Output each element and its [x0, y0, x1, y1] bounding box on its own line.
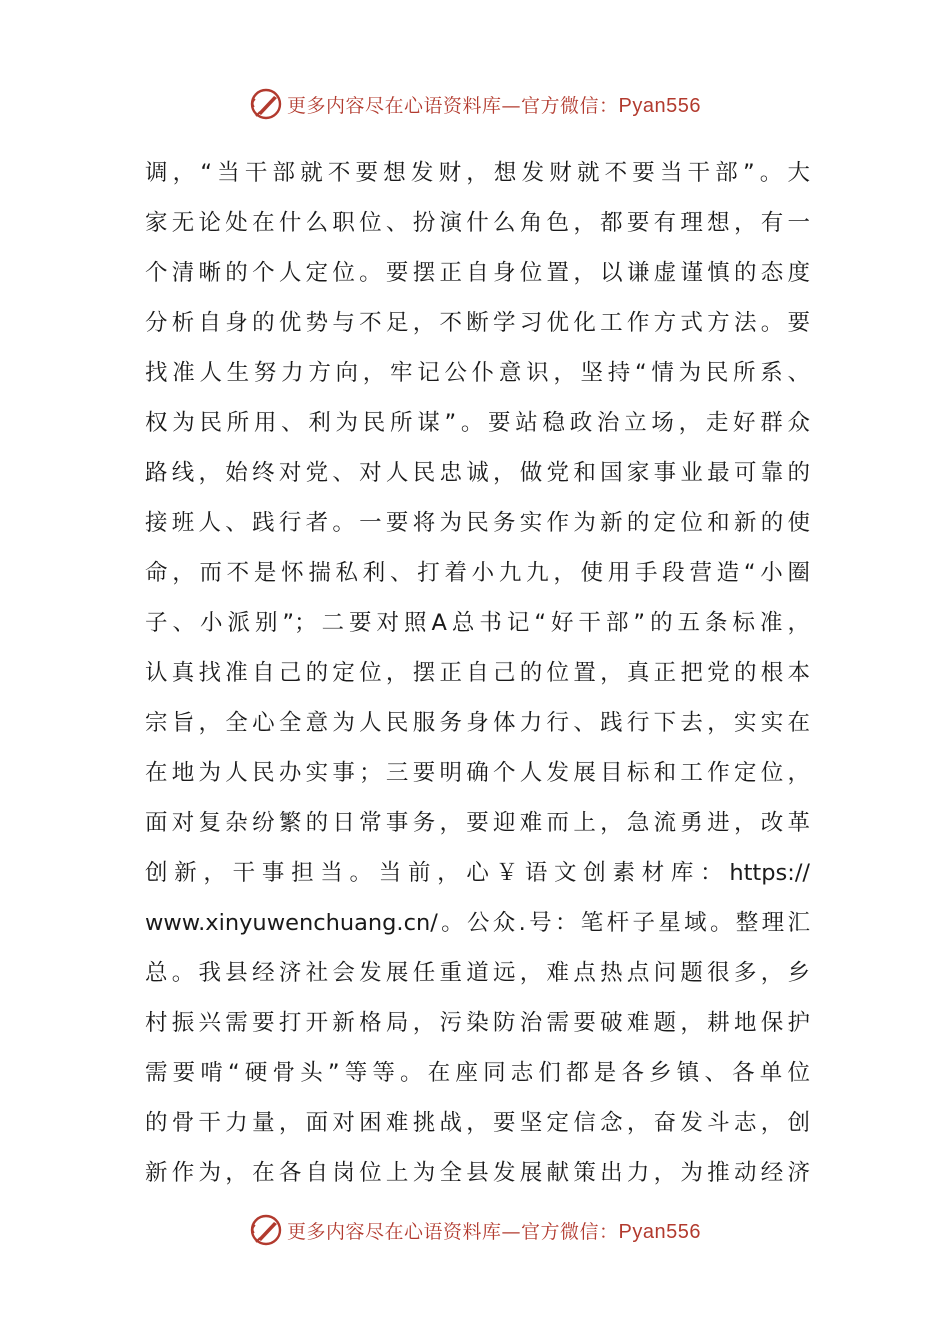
body-text-line: 创新，干事担当。当前，心￥语文创素材库：https://: [145, 860, 810, 886]
header-banner-handle: Pyan556: [618, 94, 701, 117]
body-text-line: 调，“当干部就不要想发财，想发财就不要当干部”。大: [145, 160, 810, 186]
body-text-line: 接班人、践行者。一要将为民务实作为新的定位和新的使: [145, 510, 810, 536]
body-text-line: 家无论处在什么职位、扮演什么角色，都要有理想，有一: [145, 210, 810, 236]
body-text-line: 宗旨，全心全意为人民服务身体力行、践行下去，实实在: [145, 710, 810, 736]
body-text-line: 在地为人民办实事；三要明确个人发展目标和工作定位，: [145, 760, 810, 786]
body-text-line: 路线，始终对党、对人民忠诚，做党和国家事业最可靠的: [145, 460, 810, 486]
body-text-line: 认真找准自己的定位，摆正自己的位置，真正把党的根本: [145, 660, 810, 686]
header-banner: [0, 84, 950, 124]
body-text-line: 面对复杂纷繁的日常事务，要迎难而上，急流勇进，改革: [145, 810, 810, 836]
quill-logo-icon: [249, 1213, 283, 1247]
footer-banner-handle: Pyan556: [618, 1220, 701, 1243]
document-body: [145, 148, 810, 1198]
body-text-line: 权为民所用、利为民所谋”。要站稳政治立场，走好群众: [145, 410, 810, 436]
body-text-line: www.xinyuwenchuang.cn/。公众.号：笔杆子星域。整理汇: [145, 910, 810, 936]
body-text-line: 命，而不是怀揣私利、打着小九九，使用手段营造“小圈: [145, 560, 810, 586]
body-text-line: 找准人生努力方向，牢记公仆意识，坚持“情为民所系、: [145, 360, 810, 386]
quill-logo-icon: [249, 87, 283, 121]
body-text-line: 分析自身的优势与不足，不断学习优化工作方式方法。要: [145, 310, 810, 336]
body-text-line: 新作为，在各自岗位上为全县发展献策出力，为推动经济: [145, 1160, 810, 1186]
header-banner-text: 更多内容尽在心语资料库—官方微信：Pyan556: [287, 94, 701, 117]
body-text-line: 总。我县经济社会发展任重道远，难点热点问题很多，乡: [145, 960, 810, 986]
body-text-line: 村振兴需要打开新格局，污染防治需要破难题，耕地保护: [145, 1010, 810, 1036]
footer-banner-text: 更多内容尽在心语资料库—官方微信：Pyan556: [287, 1220, 701, 1243]
body-text-line: 子、小派别”；二要对照A总书记“好干部”的五条标准，: [145, 610, 810, 636]
body-text-line: 的骨干力量，面对困难挑战，要坚定信念，奋发斗志，创: [145, 1110, 810, 1136]
body-text-line: 个清晰的个人定位。要摆正自身位置，以谦虚谨慎的态度: [145, 260, 810, 286]
body-text-line: 需要啃“硬骨头”等等。在座同志们都是各乡镇、各单位: [145, 1060, 810, 1086]
footer-banner: [0, 1210, 950, 1250]
